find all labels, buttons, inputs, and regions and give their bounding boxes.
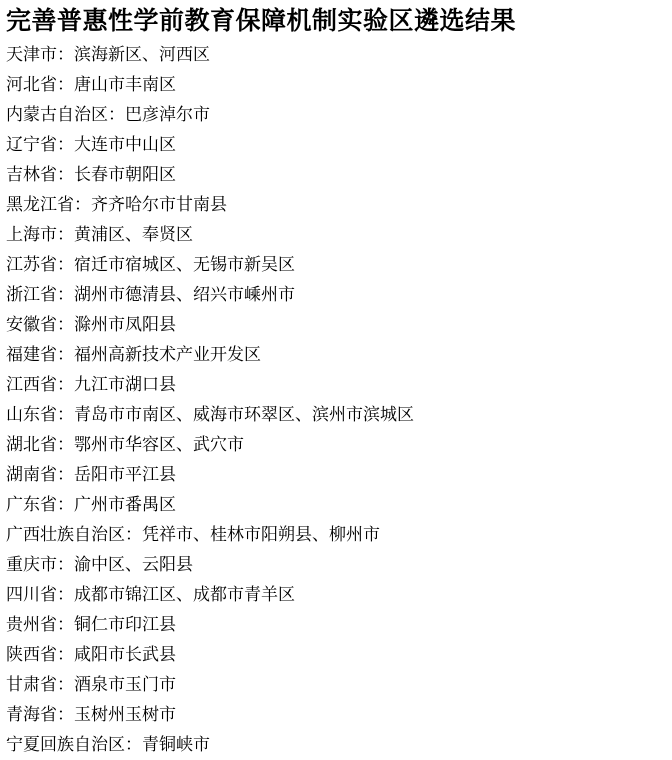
province-label: 江苏省 bbox=[6, 255, 57, 274]
separator: ： bbox=[57, 405, 74, 424]
separator: ： bbox=[57, 225, 74, 244]
areas-label: 长春市朝阳区 bbox=[74, 165, 176, 184]
list-item bbox=[6, 580, 672, 610]
province-label: 河北省 bbox=[6, 75, 57, 94]
province-label: 辽宁省 bbox=[6, 135, 57, 154]
list-item bbox=[6, 160, 672, 190]
areas-label: 凭祥市、桂林市阳朔县、柳州市 bbox=[142, 525, 380, 544]
list-item bbox=[6, 400, 672, 430]
separator: ： bbox=[57, 555, 74, 574]
separator: ： bbox=[57, 165, 74, 184]
separator: ： bbox=[57, 645, 74, 664]
separator: ： bbox=[57, 435, 74, 454]
areas-label: 福州高新技术产业开发区 bbox=[74, 345, 261, 364]
province-label: 广西壮族自治区 bbox=[6, 525, 125, 544]
list-item bbox=[6, 730, 672, 760]
list-item bbox=[6, 190, 672, 220]
areas-label: 广州市番禺区 bbox=[74, 495, 176, 514]
separator: ： bbox=[57, 585, 74, 604]
areas-label: 玉树州玉树市 bbox=[74, 705, 176, 724]
areas-label: 铜仁市印江县 bbox=[74, 615, 176, 634]
list-item bbox=[6, 700, 672, 730]
separator: ： bbox=[74, 195, 91, 214]
separator: ： bbox=[57, 45, 74, 64]
province-label: 广东省 bbox=[6, 495, 57, 514]
list-item bbox=[6, 610, 672, 640]
areas-label: 黄浦区、奉贤区 bbox=[74, 225, 193, 244]
list-item bbox=[6, 70, 672, 100]
list-item bbox=[6, 370, 672, 400]
list-item bbox=[6, 460, 672, 490]
province-label: 江西省 bbox=[6, 375, 57, 394]
separator: ： bbox=[57, 615, 74, 634]
list-item bbox=[6, 640, 672, 670]
separator: ： bbox=[57, 375, 74, 394]
province-label: 安徽省 bbox=[6, 315, 57, 334]
list-item bbox=[6, 280, 672, 310]
separator: ： bbox=[125, 525, 142, 544]
province-label: 湖南省 bbox=[6, 465, 57, 484]
areas-label: 大连市中山区 bbox=[74, 135, 176, 154]
separator: ： bbox=[57, 315, 74, 334]
areas-label: 青铜峡市 bbox=[142, 735, 210, 754]
list-item bbox=[6, 550, 672, 580]
separator: ： bbox=[57, 135, 74, 154]
list-item bbox=[6, 250, 672, 280]
areas-label: 宿迁市宿城区、无锡市新吴区 bbox=[74, 255, 295, 274]
province-label: 吉林省 bbox=[6, 165, 57, 184]
areas-label: 齐齐哈尔市甘南县 bbox=[91, 195, 227, 214]
areas-label: 酒泉市玉门市 bbox=[74, 675, 176, 694]
province-label: 陕西省 bbox=[6, 645, 57, 664]
areas-label: 咸阳市长武县 bbox=[74, 645, 176, 664]
separator: ： bbox=[57, 465, 74, 484]
list-item bbox=[6, 430, 672, 460]
province-label: 青海省 bbox=[6, 705, 57, 724]
separator: ： bbox=[57, 495, 74, 514]
province-label: 四川省 bbox=[6, 585, 57, 604]
areas-label: 滁州市凤阳县 bbox=[74, 315, 176, 334]
province-label: 山东省 bbox=[6, 405, 57, 424]
province-label: 甘肃省 bbox=[6, 675, 57, 694]
separator: ： bbox=[57, 75, 74, 94]
list-item bbox=[6, 670, 672, 700]
separator: ： bbox=[57, 255, 74, 274]
province-label: 上海市 bbox=[6, 225, 57, 244]
list-item bbox=[6, 130, 672, 160]
areas-label: 岳阳市平江县 bbox=[74, 465, 176, 484]
province-label: 湖北省 bbox=[6, 435, 57, 454]
separator: ： bbox=[57, 285, 74, 304]
list-item bbox=[6, 40, 672, 70]
list-item bbox=[6, 490, 672, 520]
areas-label: 青岛市市南区、威海市环翠区、滨州市滨城区 bbox=[74, 405, 414, 424]
list-item bbox=[6, 310, 672, 340]
experiment-zone-list bbox=[0, 40, 672, 760]
province-label: 重庆市 bbox=[6, 555, 57, 574]
areas-label: 巴彦淖尔市 bbox=[125, 105, 210, 124]
areas-label: 渝中区、云阳县 bbox=[74, 555, 193, 574]
areas-label: 鄂州市华容区、武穴市 bbox=[74, 435, 244, 454]
separator: ： bbox=[57, 345, 74, 364]
areas-label: 滨海新区、河西区 bbox=[74, 45, 210, 64]
province-label: 福建省 bbox=[6, 345, 57, 364]
province-label: 内蒙古自治区 bbox=[6, 105, 108, 124]
page-title: 完善普惠性学前教育保障机制实验区遴选结果 bbox=[6, 7, 517, 35]
list-item bbox=[6, 220, 672, 250]
areas-label: 唐山市丰南区 bbox=[74, 75, 176, 94]
areas-label: 湖州市德清县、绍兴市嵊州市 bbox=[74, 285, 295, 304]
province-label: 贵州省 bbox=[6, 615, 57, 634]
province-label: 宁夏回族自治区 bbox=[6, 735, 125, 754]
areas-label: 成都市锦江区、成都市青羊区 bbox=[74, 585, 295, 604]
list-item bbox=[6, 100, 672, 130]
list-item bbox=[6, 340, 672, 370]
separator: ： bbox=[125, 735, 142, 754]
province-label: 浙江省 bbox=[6, 285, 57, 304]
areas-label: 九江市湖口县 bbox=[74, 375, 176, 394]
province-label: 黑龙江省 bbox=[6, 195, 74, 214]
separator: ： bbox=[108, 105, 125, 124]
separator: ： bbox=[57, 675, 74, 694]
separator: ： bbox=[57, 705, 74, 724]
list-item bbox=[6, 520, 672, 550]
province-label: 天津市 bbox=[6, 45, 57, 64]
